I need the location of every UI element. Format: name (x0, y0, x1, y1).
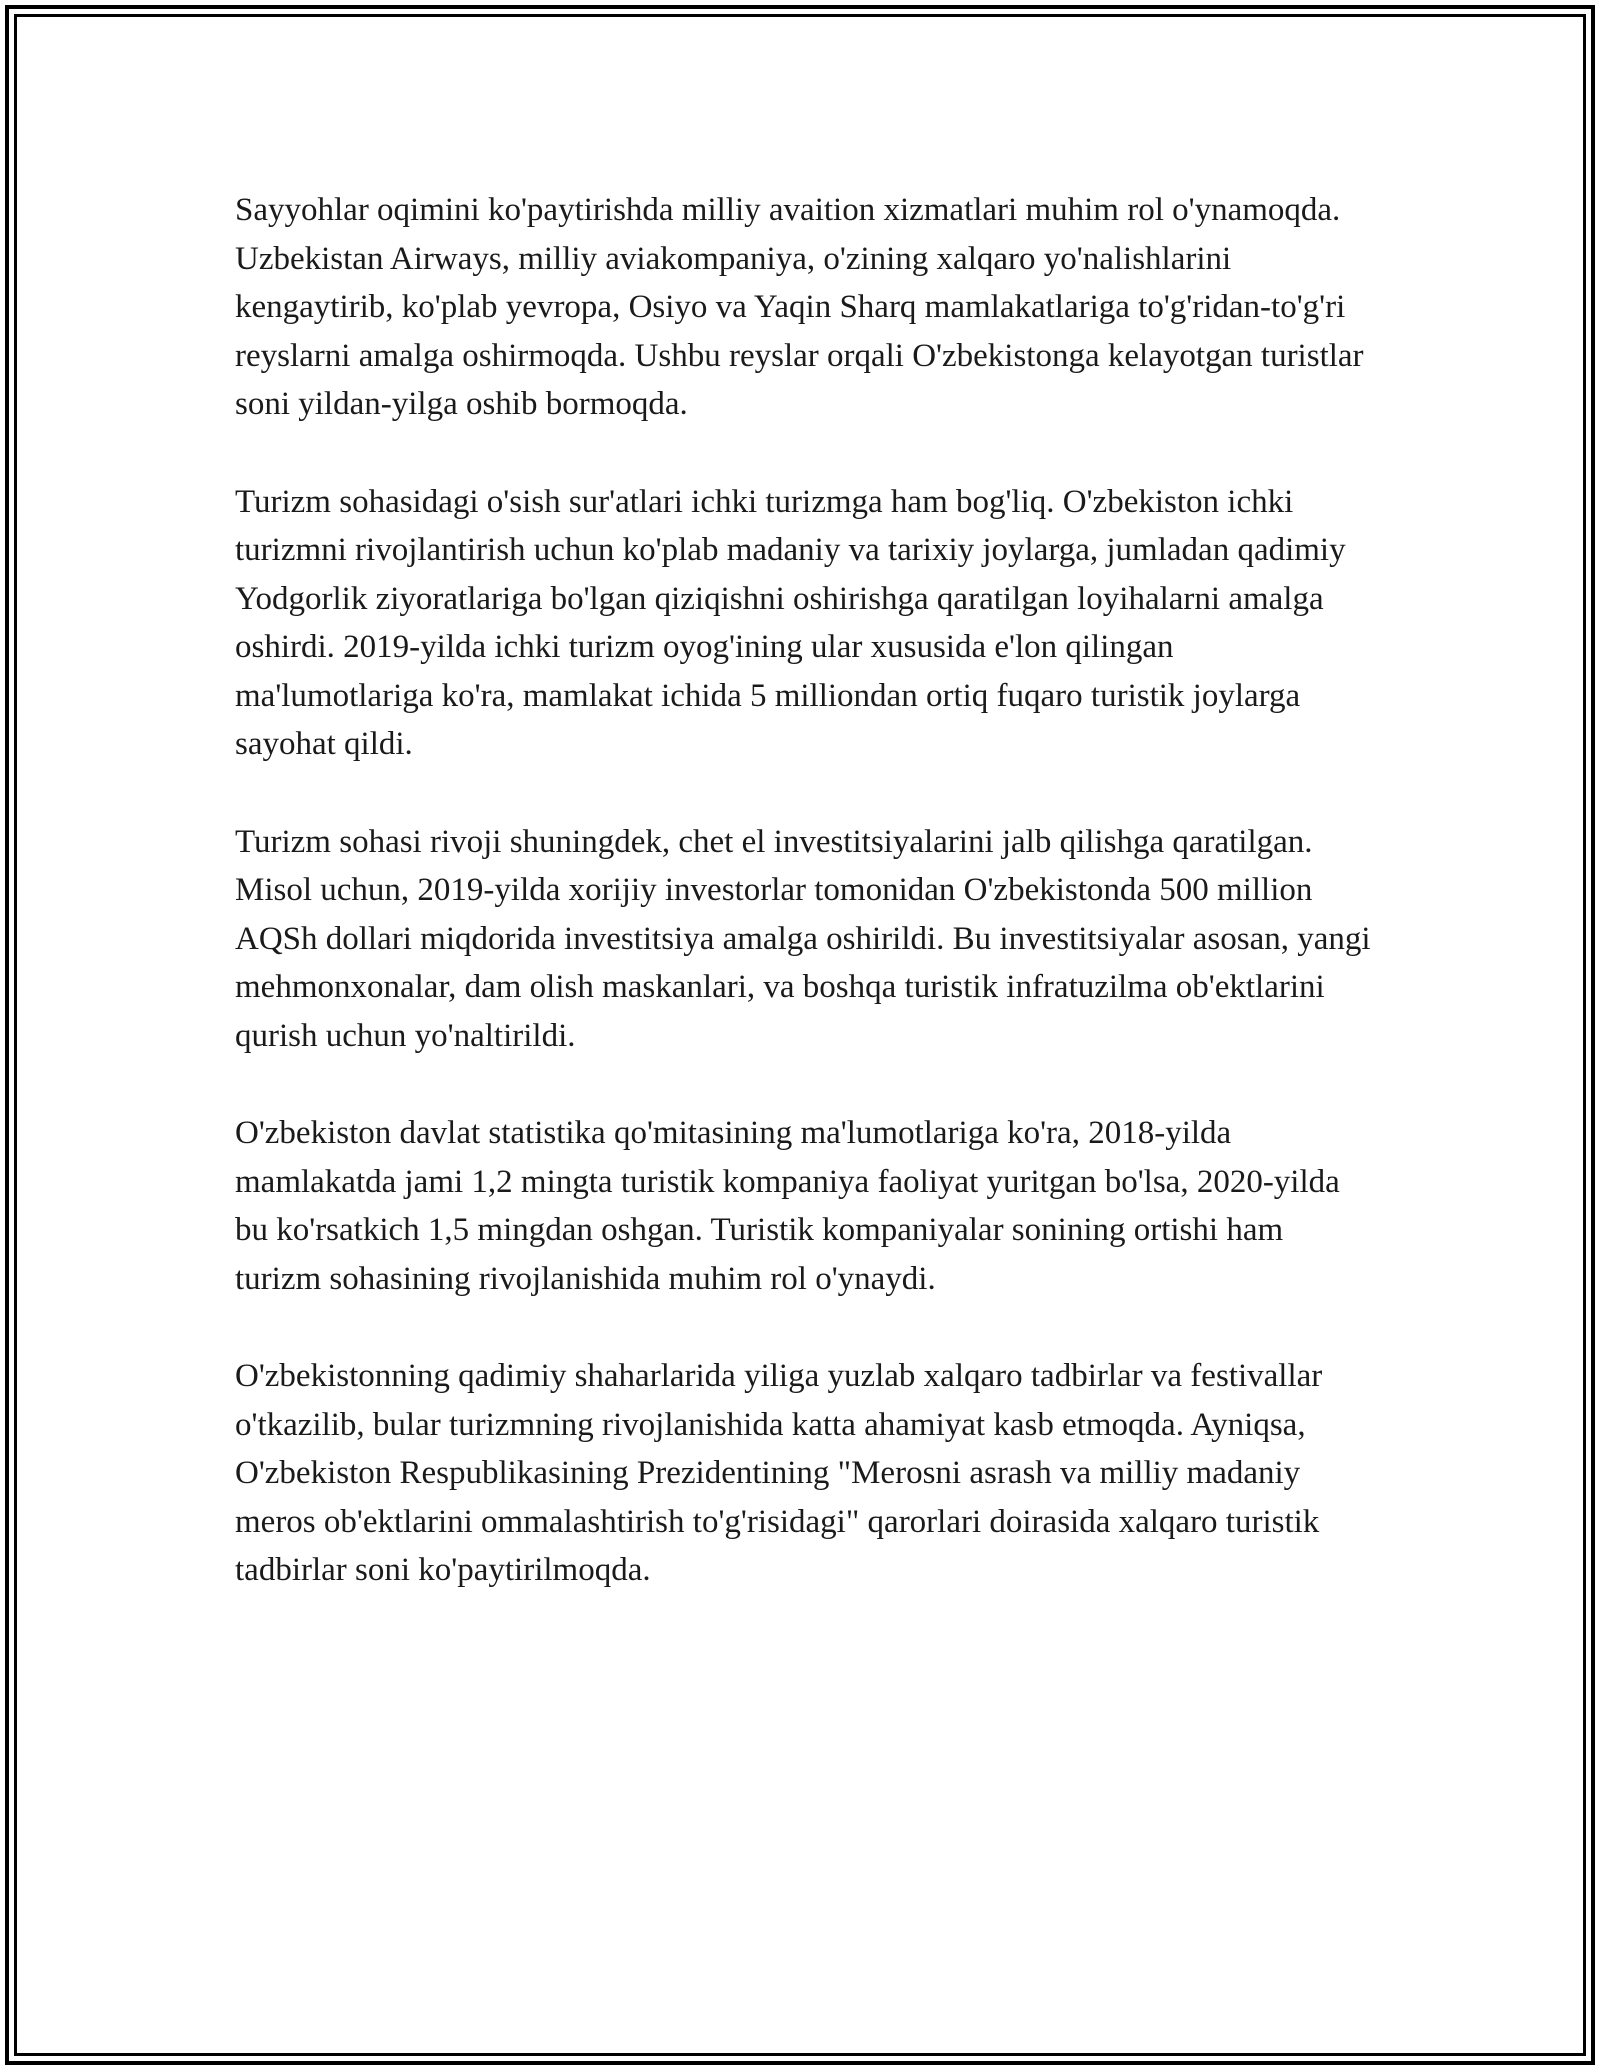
paragraph-tour-companies: O'zbekiston davlat statistika qo'mitasining ma'lumotlariga ko'ra, 2018-yilda mamlakatda jami 1,2 mingta turistik kompaniya faoliyat yuritgan bo'lsa, 2020-yilda bu ko'rsatkich 1,5 mingdan oshgan. Turistik kompaniyalar sonining ortishi ham turizm sohasining rivojlanishida muhim rol o'ynaydi. (235, 1115, 1340, 1297)
paragraph-domestic-tourism: Turizm sohasidagi o'sish sur'atlari ichki turizmga ham bog'liq. O'zbekiston ichki turizmni rivojlantirish uchun ko'plab madaniy va tarixiy joylarga, jumladan qadimiy Yodgorlik ziyoratlariga bo'lgan qiziqishni oshirishga qaratilgan loyihalarni amalga oshirdi. 2019-yilda ichki turizm oyog'ining ular xususida e'lon qilingan ma'lumotlariga ko'ra, mamlakat ichida 5 milliondan ortiq fuqaro turistik joylarga sayohat qildi. (235, 483, 1346, 762)
paragraph-aviation: Sayyohlar oqimini ko'paytirishda milliy avaition xizmatlari muhim rol o'ynamoqda. Uzbekistan Airways, milliy aviakompaniya, o'zining xalqaro yo'nalishlarini kengaytirib, ko'plab yevropa, Osiyo va Yaqin Sharq mamlakatlariga to'g'ridan-to'g'ri reyslarni amalga oshirmoqda. Ushbu reyslar orqali O'zbekistonga kelayotgan turistlar soni yildan-yilga oshib bormoqda. (235, 192, 1364, 422)
paragraph-international-events: O'zbekistonning qadimiy shaharlarida yiliga yuzlab xalqaro tadbirlar va festivallar o'tkazilib, bular turizmning rivojlanishida katta ahamiyat kasb etmoqda. Ayniqsa, O'zbekiston Respublikasining Prezidentining "Merosni asrash va milliy madaniy meros ob'ektlarini ommalashtirish to'g'risidagi" qarorlari doirasida xalqaro turistik tadbirlar soni ko'paytirilmoqda. (235, 1358, 1323, 1588)
document-body (235, 186, 1375, 1644)
paragraph-foreign-investment: Turizm sohasi rivoji shuningdek, chet el investitsiyalarini jalb qilishga qaratilgan. Misol uchun, 2019-yilda xorijiy investorlar tomonidan O'zbekistonda 500 million AQSh dollari miqdorida investitsiya amalga oshirildi. Bu investitsiyalar asosan, yangi mehmonxonalar, dam olish maskanlari, va boshqa turistik infratuzilma ob'ektlarini qurish uchun yo'naltirildi. (235, 823, 1371, 1054)
